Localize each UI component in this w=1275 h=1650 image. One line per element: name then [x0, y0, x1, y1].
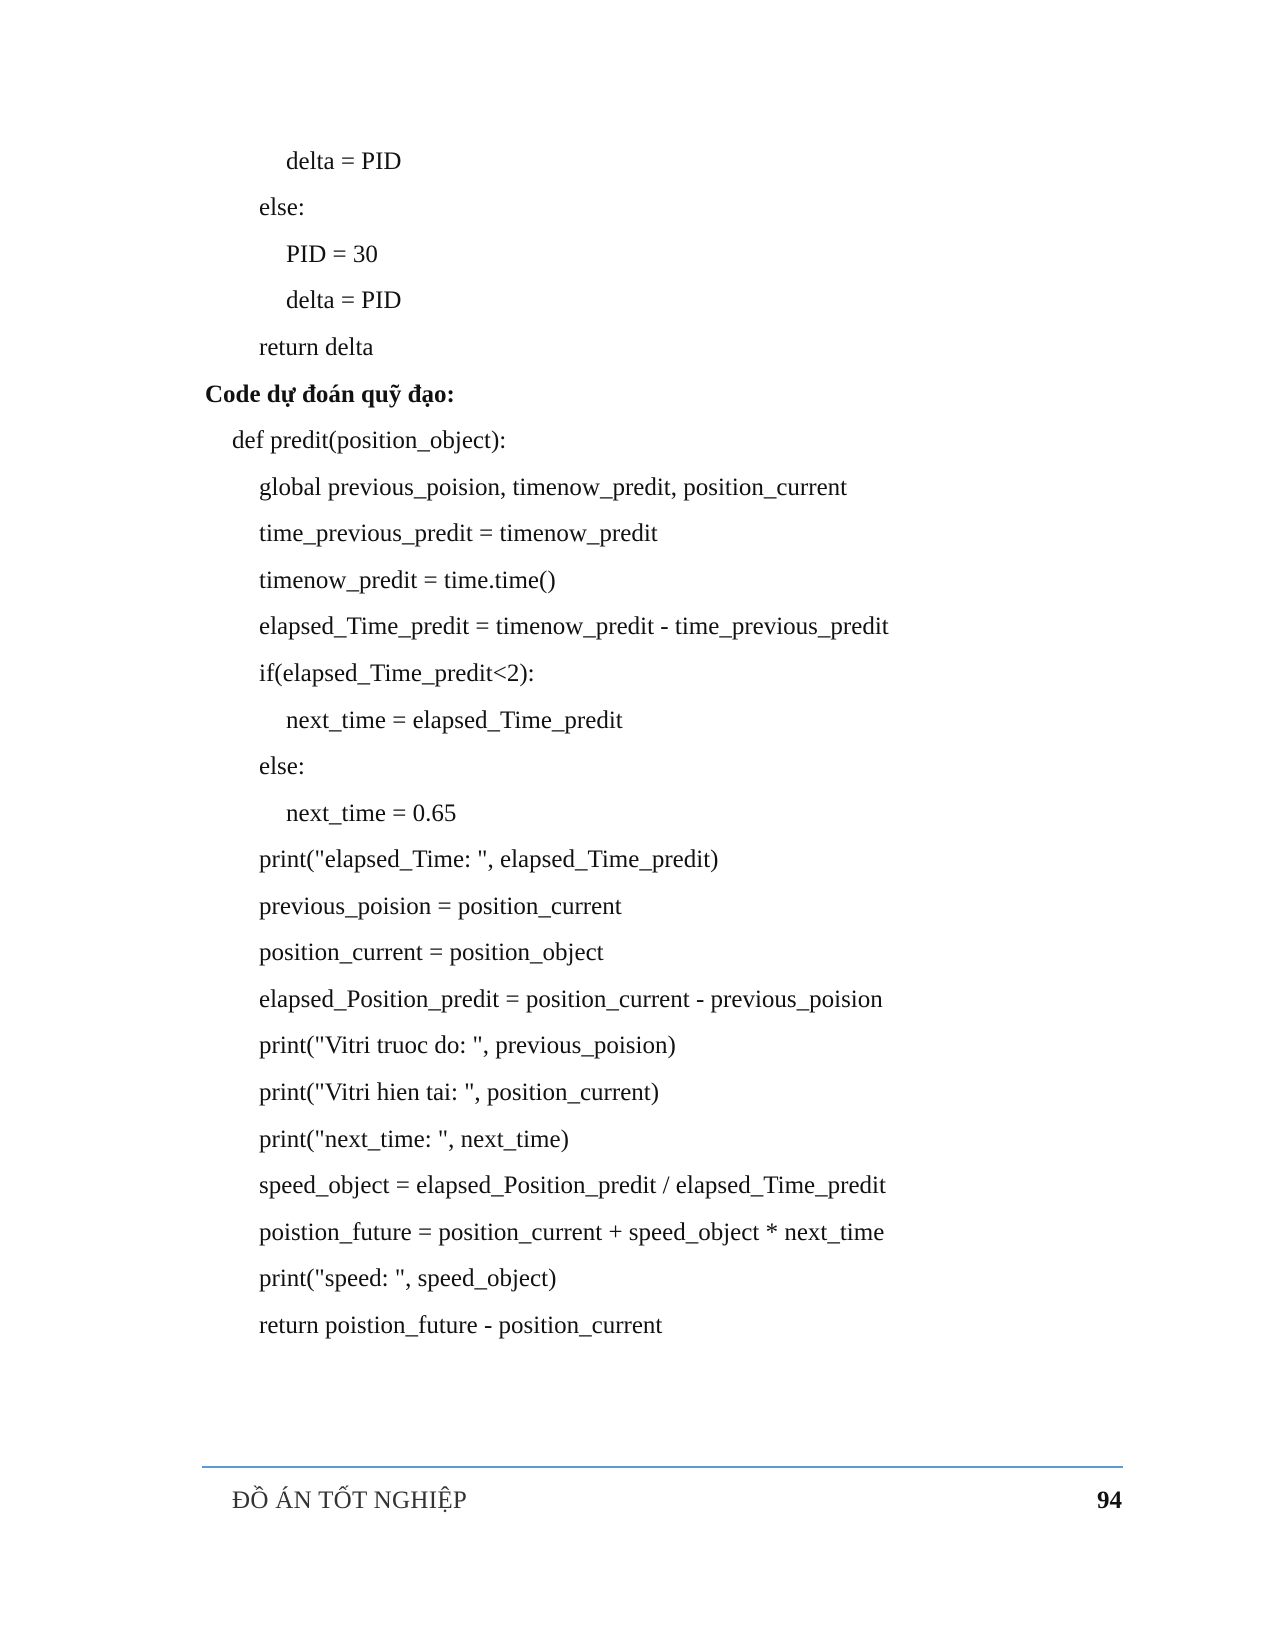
code-line: previous_poision = position_current [259, 893, 622, 920]
code-line: next_time = elapsed_Time_predit [286, 707, 623, 734]
code-line: print("next_time: ", next_time) [259, 1126, 569, 1153]
code-line: position_current = position_object [259, 939, 604, 966]
code-line: speed_object = elapsed_Position_predit / elapsed_Time_predit [259, 1172, 886, 1199]
code-line: return poistion_future - position_current [259, 1312, 663, 1339]
code-line: print("speed: ", speed_object) [259, 1265, 557, 1292]
code-line: global previous_poision, timenow_predit, position_current [259, 474, 848, 501]
section-heading: Code dự đoán quỹ đạo: [205, 381, 455, 408]
code-line: else: [259, 753, 305, 780]
code-line: poistion_future = position_current + speed_object * next_time [259, 1219, 885, 1246]
footer-title: ĐỒ ÁN TỐT NGHIỆP [232, 1487, 468, 1514]
code-line: time_previous_predit = timenow_predit [259, 520, 658, 547]
code-line: elapsed_Time_predit = timenow_predit - time_previous_predit [259, 613, 889, 640]
code-line: delta = PID [286, 287, 402, 314]
code-line: next_time = 0.65 [286, 800, 457, 827]
code-line: PID = 30 [286, 241, 378, 268]
code-line: return delta [259, 334, 374, 361]
code-line: else: [259, 194, 305, 221]
code-line: delta = PID [286, 148, 402, 175]
code-line: if(elapsed_Time_predit<2): [259, 660, 535, 687]
footer-divider [202, 1466, 1123, 1468]
page-number: 94 [1097, 1487, 1122, 1514]
code-line: print("elapsed_Time: ", elapsed_Time_predit) [259, 846, 719, 873]
code-line: def predit(position_object): [232, 427, 507, 454]
code-line: print("Vitri truoc do: ", previous_poision) [259, 1032, 676, 1059]
code-line: print("Vitri hien tai: ", position_current) [259, 1079, 660, 1106]
code-line: elapsed_Position_predit = position_current - previous_poision [259, 986, 883, 1013]
code-line: timenow_predit = time.time() [259, 567, 556, 594]
